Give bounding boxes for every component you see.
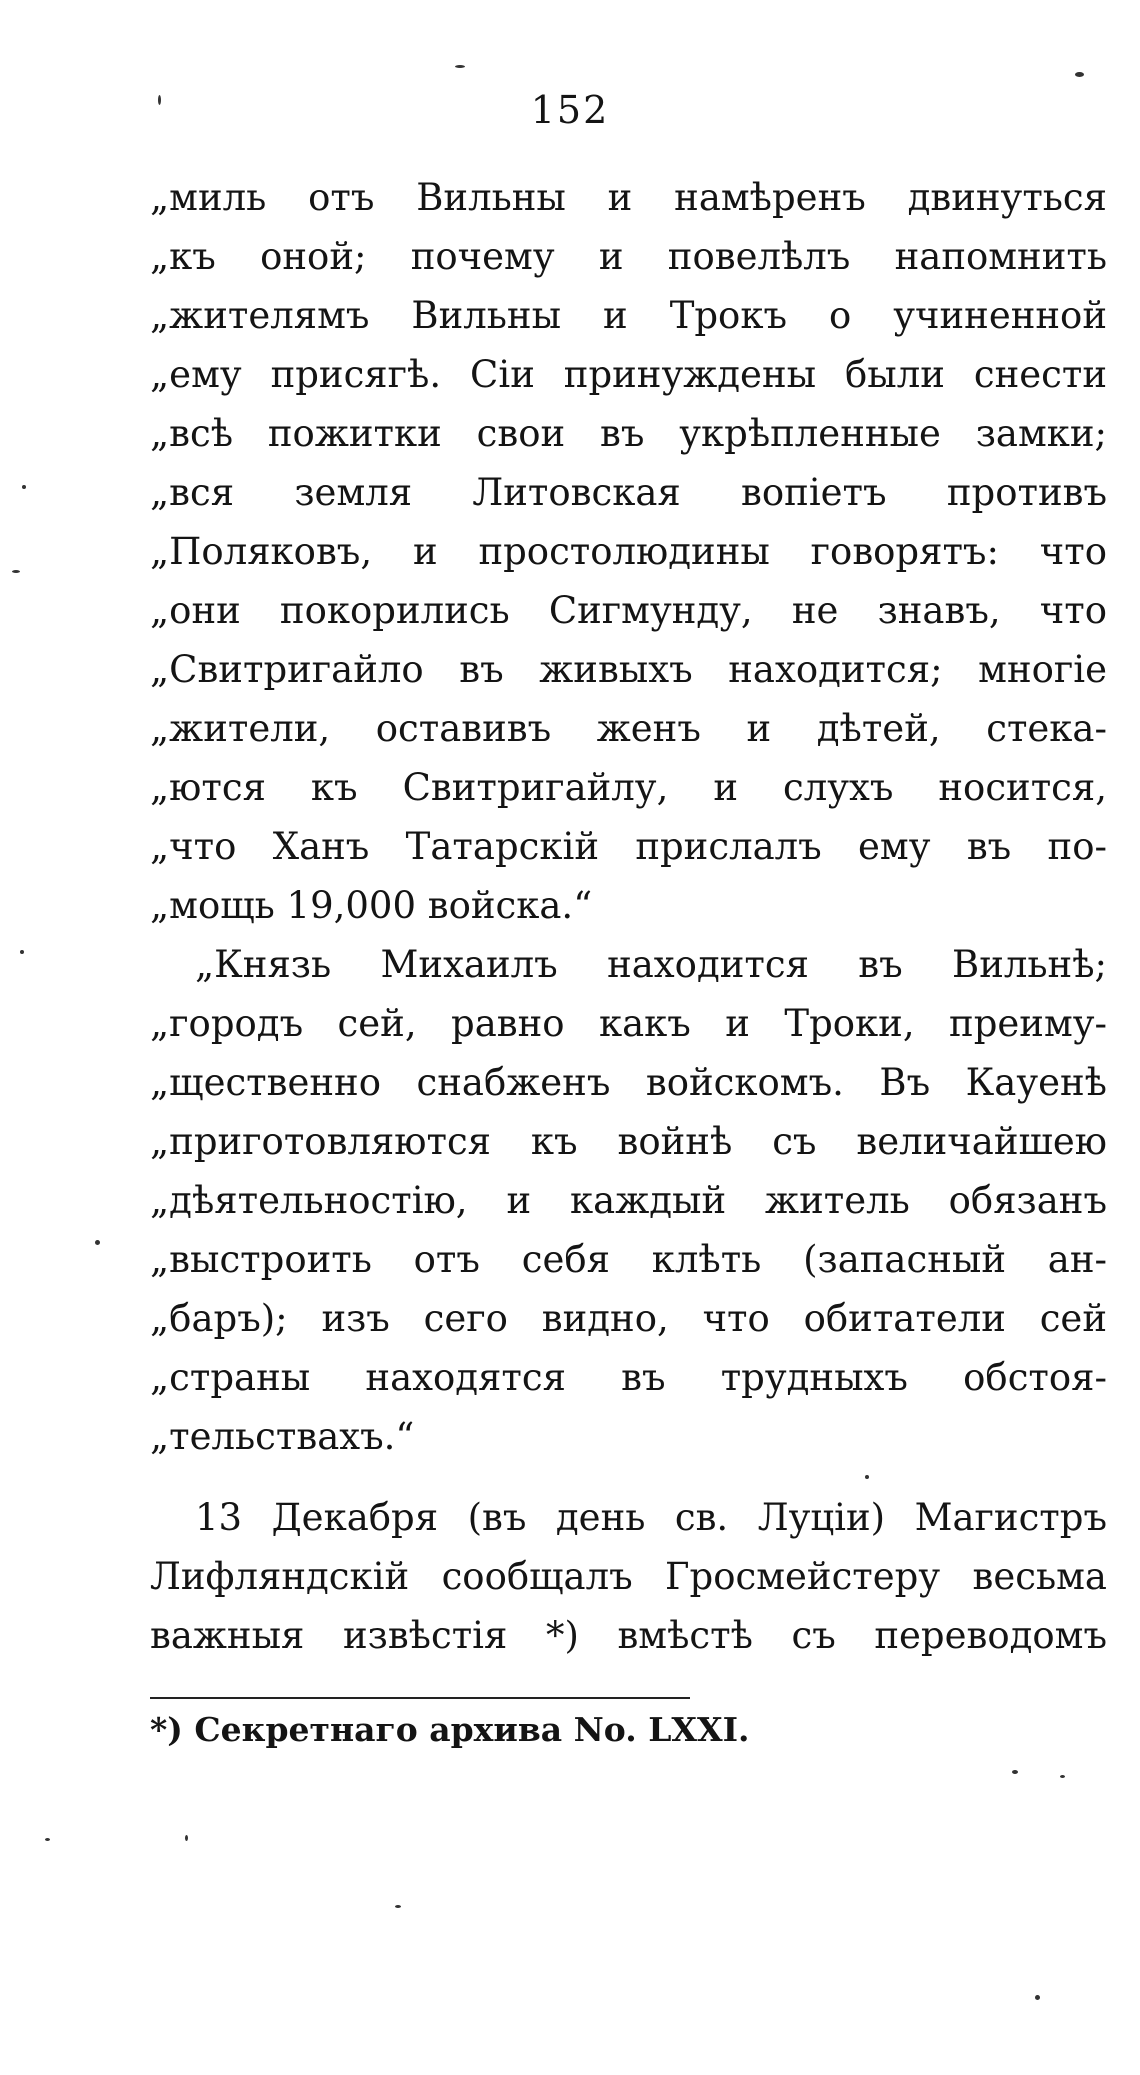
paragraph-1 <box>150 168 1107 935</box>
text-line: „тельствахъ.“ <box>150 1415 415 1458</box>
text-line: „выстроить отъ себя клѣть (запасный ан- <box>150 1238 1107 1281</box>
text-line: „жителямъ Вильны и Трокъ о учиненной <box>150 294 1107 337</box>
page-number: 152 <box>530 88 610 132</box>
footnote-text: *) Секретнаго архива No. LXXI. <box>150 1710 750 1749</box>
text-line: „баръ); изъ сего видно, что обитатели сей <box>150 1297 1107 1340</box>
text-line: „Князь Михаилъ находится въ Вильнѣ; <box>195 943 1107 986</box>
body-text <box>150 168 1107 1665</box>
text-line: „Поляковъ, и простолюдины говорятъ: что <box>150 530 1107 573</box>
text-line: „страны находятся въ трудныхъ обстоя- <box>150 1356 1107 1399</box>
paragraph-gap <box>150 1466 1107 1488</box>
scan-speck <box>1060 1775 1065 1778</box>
text-line: „къ оной; почему и повелѣлъ напомнить <box>150 235 1107 278</box>
text-line: Лифляндскій сообщалъ Гросмейстеру весьма <box>150 1555 1107 1598</box>
text-line: „мощь 19,000 войска.“ <box>150 884 593 927</box>
footnote <box>150 1705 750 1755</box>
scan-speck <box>45 1838 50 1841</box>
scan-speck <box>395 1905 401 1908</box>
scan-speck <box>455 65 465 68</box>
scan-speck <box>22 485 26 489</box>
scan-speck <box>1012 1770 1018 1774</box>
scan-speck <box>1075 72 1084 77</box>
text-line: „миль отъ Вильны и намѣренъ двинуться <box>150 176 1107 219</box>
text-line: „Свитригайло въ живыхъ находится; многіе <box>150 648 1107 691</box>
footnote-rule <box>150 1697 690 1699</box>
text-line: „дѣятельностію, и каждый житель обязанъ <box>150 1179 1107 1222</box>
text-line: „они покорились Сигмунду, не знавъ, что <box>150 589 1107 632</box>
text-line: „городъ сей, равно какъ и Троки, преиму- <box>150 1002 1107 1045</box>
scan-speck <box>12 570 20 573</box>
text-line: „ему присягѣ. Сіи принуждены были снести <box>150 353 1107 396</box>
scan-speck <box>158 95 161 105</box>
text-line: „жители, оставивъ женъ и дѣтей, стека- <box>150 707 1107 750</box>
paragraph-2 <box>150 935 1107 1466</box>
text-line: „ются къ Свитригайлу, и слухъ носится, <box>150 766 1107 809</box>
text-line: „что Ханъ Татарскій прислалъ ему въ по- <box>150 825 1107 868</box>
text-line: „всѣ пожитки свои въ укрѣпленные замки; <box>150 412 1107 455</box>
scan-speck <box>185 1835 188 1841</box>
scan-speck <box>1035 1995 1040 2000</box>
text-line: „вся земля Литовская вопіетъ противъ <box>150 471 1107 514</box>
text-line: „щественно снабженъ войскомъ. Въ Кауенѣ <box>150 1061 1107 1104</box>
scan-speck <box>20 950 24 954</box>
scan-speck <box>865 1475 869 1479</box>
paragraph-3 <box>150 1488 1107 1665</box>
text-line: важныя извѣстія *) вмѣстѣ съ переводомъ <box>150 1614 1107 1657</box>
scan-speck <box>95 1240 100 1245</box>
text-line: „приготовляются къ войнѣ съ величайшею <box>150 1120 1107 1163</box>
text-line: 13 Декабря (въ день св. Луціи) Магистръ <box>195 1496 1107 1539</box>
